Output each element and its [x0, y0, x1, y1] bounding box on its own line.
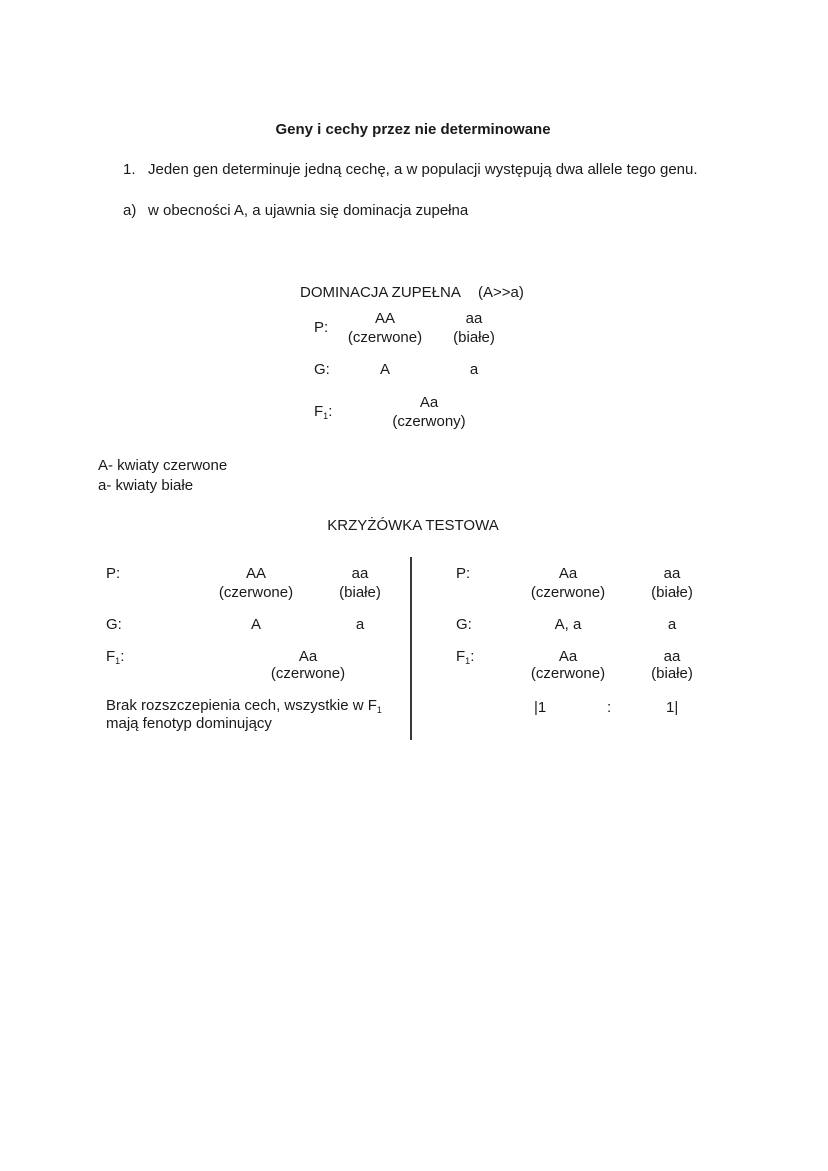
- list-label-a: a): [123, 202, 137, 219]
- right-p-right-genotype: aa: [663, 565, 681, 582]
- ratio-right: 1|: [666, 699, 679, 716]
- p-label: P:: [314, 319, 329, 336]
- g-left: A: [379, 361, 391, 378]
- right-g-label: G:: [456, 616, 472, 633]
- f1-genotype: Aa: [419, 394, 439, 411]
- ratio-separator: :: [607, 699, 612, 716]
- right-p-left-genotype: Aa: [558, 565, 578, 582]
- left-g-right: a: [355, 616, 365, 633]
- p-left-genotype: AA: [374, 310, 396, 327]
- right-f1-label: $F_1$:: [456, 648, 475, 666]
- right-f1-right-genotype: aa: [663, 648, 681, 665]
- left-conclusion-line2: mają fenotyp dominujący: [106, 715, 272, 732]
- g-right: a: [469, 361, 479, 378]
- right-f1-left-phenotype: (czerwone): [530, 665, 606, 682]
- f1-phenotype: (czerwony): [392, 413, 466, 430]
- left-f1-phenotype: (czerwone): [270, 665, 346, 682]
- left-f1-genotype: Aa: [298, 648, 318, 665]
- vertical-divider: [410, 557, 412, 740]
- right-f1-right-phenotype: (białe): [651, 665, 693, 682]
- right-g-left: A, a: [554, 616, 582, 633]
- scheme-heading: DOMINACJA ZUPEŁNA: [300, 284, 461, 301]
- right-f1-left-genotype: Aa: [558, 648, 578, 665]
- left-p-right-genotype: aa: [351, 565, 369, 582]
- left-g-left: A: [250, 616, 262, 633]
- legend-dominant: A- kwiaty czerwone: [98, 457, 228, 474]
- left-f1-label: $F_1$:: [106, 648, 125, 666]
- list-number-1: 1.: [123, 161, 136, 178]
- right-p-right-phenotype: (białe): [651, 584, 693, 601]
- testcross-heading: KRZYŻÓWKA TESTOWA: [327, 517, 499, 534]
- p-left-phenotype: (czerwone): [347, 329, 423, 346]
- left-g-label: G:: [106, 616, 122, 633]
- right-p-left-phenotype: (czerwone): [530, 584, 606, 601]
- left-p-right-phenotype: (białe): [339, 584, 381, 601]
- f1-label: $F_1$:: [314, 403, 333, 421]
- p-right-phenotype: (białe): [453, 329, 495, 346]
- ratio-left: |1: [534, 699, 547, 716]
- scheme-relation: (A>>a): [478, 284, 524, 301]
- left-p-left-phenotype: (czerwone): [218, 584, 294, 601]
- point-a-text: w obecności A, a ujawnia się dominacja zupełna: [148, 202, 469, 219]
- p-right-genotype: aa: [465, 310, 483, 327]
- left-p-label: P:: [106, 565, 121, 582]
- right-p-label: P:: [456, 565, 471, 582]
- g-label: G:: [314, 361, 330, 378]
- legend-recessive: a- kwiaty białe: [98, 477, 194, 494]
- left-p-left-genotype: AA: [245, 565, 267, 582]
- right-g-right: a: [667, 616, 677, 633]
- point-1-text: Jeden gen determinuje jedną cechę, a w populacji występują dwa allele tego genu.: [148, 161, 698, 178]
- left-conclusion-line1: Brak rozszczepienia cech, wszystkie w $F_1$: [106, 697, 382, 715]
- page-title: Geny i cechy przez nie determinowane: [275, 121, 551, 138]
